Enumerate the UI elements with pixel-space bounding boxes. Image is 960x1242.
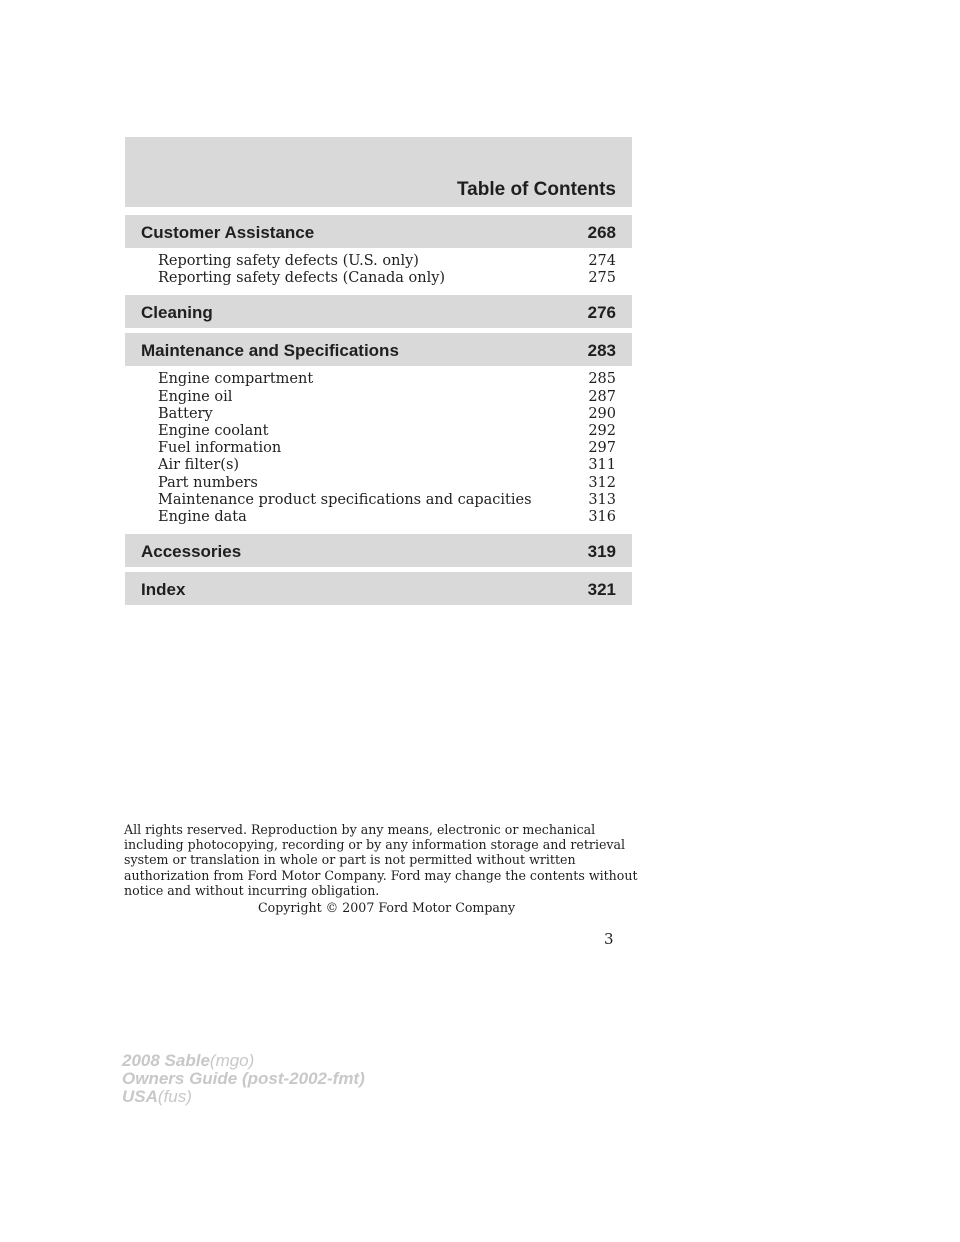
section-page-number: 283 — [587, 341, 616, 361]
entry-title: Air filter(s) — [158, 457, 240, 474]
header-box — [125, 137, 632, 207]
page-number: 3 — [604, 930, 614, 948]
legal-line: system or translation in whole or part is not permitted without written — [124, 852, 576, 868]
entry-title: Reporting safety defects (U.S. only) — [158, 253, 419, 269]
footer-market-code: (fus) — [157, 1087, 192, 1106]
toc-entry-list — [125, 366, 632, 534]
entry-title: Battery — [158, 405, 213, 422]
footer-market: USA — [122, 1087, 158, 1106]
entry-page-number: 311 — [588, 457, 616, 474]
toc-section-heading[interactable] — [125, 215, 632, 248]
toc-entry[interactable] — [125, 423, 632, 440]
section-page-number: 276 — [587, 303, 616, 323]
entry-page-number: 275 — [588, 270, 616, 287]
page-title: Table of Contents — [456, 179, 616, 200]
toc-entry[interactable] — [125, 389, 632, 406]
footer-guide: Owners Guide (post-2002-fmt) — [122, 1069, 365, 1088]
section-title: Maintenance and Specifications — [141, 341, 399, 361]
legal-line: including photocopying, recording or by any information storage and retrieval — [124, 837, 626, 853]
entry-title: Engine compartment — [158, 371, 314, 388]
entry-title: Reporting safety defects (Canada only) — [158, 270, 446, 287]
toc-entry-list — [125, 248, 632, 295]
section-title: Cleaning — [141, 303, 213, 323]
toc-entry[interactable] — [125, 270, 632, 287]
legal-line: notice and without incurring obligation. — [124, 882, 380, 898]
entry-page-number: 292 — [588, 422, 616, 439]
entry-title: Part numbers — [158, 474, 258, 491]
table-of-contents — [125, 215, 632, 610]
document-footer — [122, 1052, 365, 1106]
toc-section-heading[interactable] — [125, 295, 632, 328]
entry-page-number: 285 — [588, 371, 616, 388]
entry-page-number: 313 — [588, 491, 616, 508]
section-gap — [125, 605, 632, 610]
toc-entry[interactable] — [125, 492, 632, 509]
toc-section-heading[interactable] — [125, 534, 632, 567]
toc-section-heading[interactable] — [125, 572, 632, 605]
copyright-notice: Copyright © 2007 Ford Motor Company — [258, 900, 516, 915]
entry-page-number: 312 — [588, 474, 616, 491]
section-title: Accessories — [141, 542, 242, 562]
section-title: Index — [141, 580, 186, 600]
section-title: Customer Assistance — [141, 223, 315, 242]
toc-entry[interactable] — [125, 475, 632, 492]
section-page-number: 321 — [587, 580, 616, 600]
entry-title: Engine oil — [158, 388, 233, 405]
toc-entry[interactable] — [125, 371, 632, 388]
entry-title: Engine data — [158, 508, 247, 525]
section-page-number: 319 — [587, 542, 616, 562]
toc-entry[interactable] — [125, 253, 632, 270]
toc-entry[interactable] — [125, 509, 632, 526]
section-page-number: 268 — [587, 223, 616, 242]
legal-line: All rights reserved. Reproduction by any means, electronic or mechanical — [124, 822, 596, 837]
toc-entry[interactable] — [125, 406, 632, 423]
toc-section-heading[interactable] — [125, 333, 632, 366]
entry-page-number: 290 — [588, 405, 616, 422]
legal-line: authorization from Ford Motor Company. Ford may change the contents without — [124, 867, 638, 883]
entry-title: Fuel information — [158, 440, 282, 457]
entry-page-number: 287 — [588, 388, 616, 405]
entry-page-number: 274 — [588, 253, 616, 269]
entry-page-number: 297 — [588, 440, 616, 457]
footer-model-code: (mgo) — [209, 1051, 255, 1070]
footer-model: 2008 Sable — [122, 1051, 210, 1070]
entry-title: Engine coolant — [158, 422, 269, 439]
toc-entry[interactable] — [125, 440, 632, 457]
entry-page-number: 316 — [588, 508, 616, 525]
legal-notice — [124, 822, 644, 898]
toc-entry[interactable] — [125, 457, 632, 474]
entry-title: Maintenance product specifications and capacities — [158, 491, 532, 508]
